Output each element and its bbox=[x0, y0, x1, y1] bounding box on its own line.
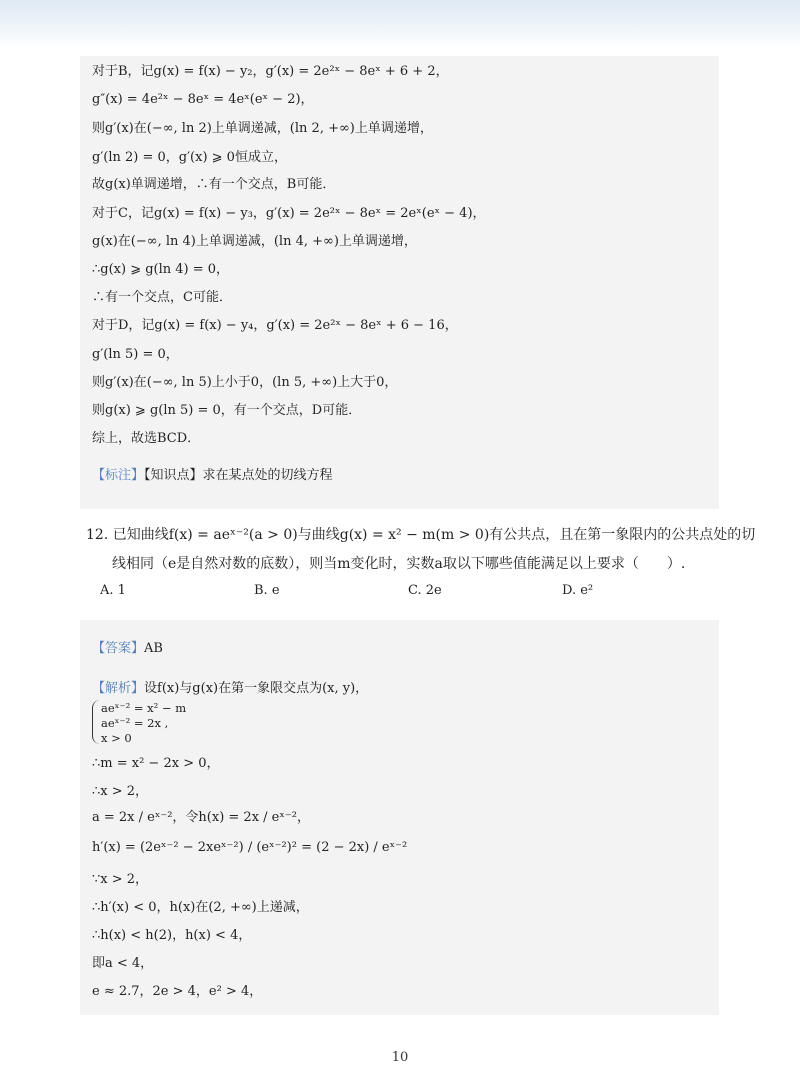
note-line bbox=[92, 468, 333, 484]
solution-line: ∴有一个交点，C可能． bbox=[92, 290, 232, 305]
solution-line: 对于D，记g(x) = f(x) − y₄，g′(x) = 2e²ˣ − 8eˣ + 6 − 16， bbox=[92, 318, 458, 333]
analysis-line: ∴h(x) < h(2)，h(x) < 4， bbox=[92, 928, 252, 943]
solution-line: g(x)在(−∞, ln 4)上单调递减，(ln 4, +∞)上单调递增， bbox=[92, 234, 417, 249]
solution-line: ∴g(x) ⩾ g(ln 4) = 0， bbox=[92, 262, 230, 277]
analysis-line: h′(x) = (2eˣ⁻² − 2xeˣ⁻²) / (eˣ⁻²)² = (2 − 2x) / eˣ⁻² bbox=[92, 840, 408, 855]
question-number: 12. bbox=[86, 527, 109, 543]
system-equation: x > 0 bbox=[101, 731, 132, 745]
system-equation: aeˣ⁻² = x² − m bbox=[101, 701, 187, 715]
solution-line: 综上，故选BCD． bbox=[92, 431, 201, 446]
analysis-line: 即a < 4， bbox=[92, 956, 154, 971]
solution-line: 则g(x) ⩾ g(ln 5) = 0，有一个交点，D可能． bbox=[92, 403, 362, 418]
solution-line: 对于B，记g(x) = f(x) − y₂，g′(x) = 2e²ˣ − 8eˣ + 6 + 2， bbox=[92, 64, 449, 79]
analysis-tag: 【解析】 bbox=[92, 681, 145, 696]
solution-line: g″(x) = 4e²ˣ − 8eˣ = 4eˣ(eˣ − 2)， bbox=[92, 92, 314, 107]
page-number: 10 bbox=[391, 1050, 409, 1065]
question-text: 已知曲线f(x) = aeˣ⁻²(a > 0)与曲线g(x) = x² − m(m > 0)有公共点，且在第一象限内的公共点处的切 bbox=[112, 527, 756, 543]
option-d: D. e² bbox=[562, 583, 594, 598]
option-c: C. 2e bbox=[408, 583, 442, 598]
question-12-line-1 bbox=[86, 526, 755, 544]
equation-system-brace bbox=[92, 700, 101, 744]
answer-value: AB bbox=[144, 641, 163, 656]
analysis-intro-line bbox=[92, 681, 368, 697]
analysis-line: ∴h′(x) < 0，h(x)在(2, +∞)上递减， bbox=[92, 900, 309, 915]
analysis-intro: 设f(x)与g(x)在第一象限交点为(x, y)， bbox=[144, 681, 369, 696]
analysis-line: ∵x > 2， bbox=[92, 872, 149, 887]
option-b: B. e bbox=[254, 583, 280, 598]
answer-line bbox=[92, 641, 163, 657]
answer-tag: 【答案】 bbox=[92, 641, 145, 656]
analysis-line: ∴x > 2， bbox=[92, 784, 149, 799]
solution-line: 故g(x)单调递增，∴有一个交点，B可能． bbox=[92, 177, 336, 192]
option-a: A. 1 bbox=[100, 583, 126, 598]
analysis-line: a = 2x / eˣ⁻²，令h(x) = 2x / eˣ⁻²， bbox=[92, 810, 310, 825]
question-text-line-2: 线相同（e是自然对数的底数），则当m变化时，实数a取以下哪些值能满足以上要求（ ）. bbox=[112, 556, 686, 572]
analysis-line: e ≈ 2.7，2e > 4，e² > 4， bbox=[92, 984, 263, 999]
solution-line: 则g′(x)在(−∞, ln 5)上小于0，(ln 5, +∞)上大于0， bbox=[92, 375, 398, 390]
header-band bbox=[0, 0, 800, 48]
solution-line: 则g′(x)在(−∞, ln 2)上单调递减，(ln 2, +∞)上单调递增， bbox=[92, 121, 433, 136]
solution-line: 对于C，记g(x) = f(x) − y₃，g′(x) = 2e²ˣ − 8eˣ = 2eˣ(eˣ − 4)， bbox=[92, 206, 486, 221]
note-text: 【知识点】求在某点处的切线方程 bbox=[144, 468, 333, 483]
solution-line: g′(ln 2) = 0，g′(x) ⩾ 0恒成立， bbox=[92, 150, 287, 165]
note-tag: 【标注】 bbox=[92, 468, 145, 483]
system-equation: aeˣ⁻² = 2x , bbox=[101, 716, 169, 730]
solution-line: g′(ln 5) = 0， bbox=[92, 347, 179, 362]
analysis-line: ∴m = x² − 2x > 0， bbox=[92, 756, 220, 771]
